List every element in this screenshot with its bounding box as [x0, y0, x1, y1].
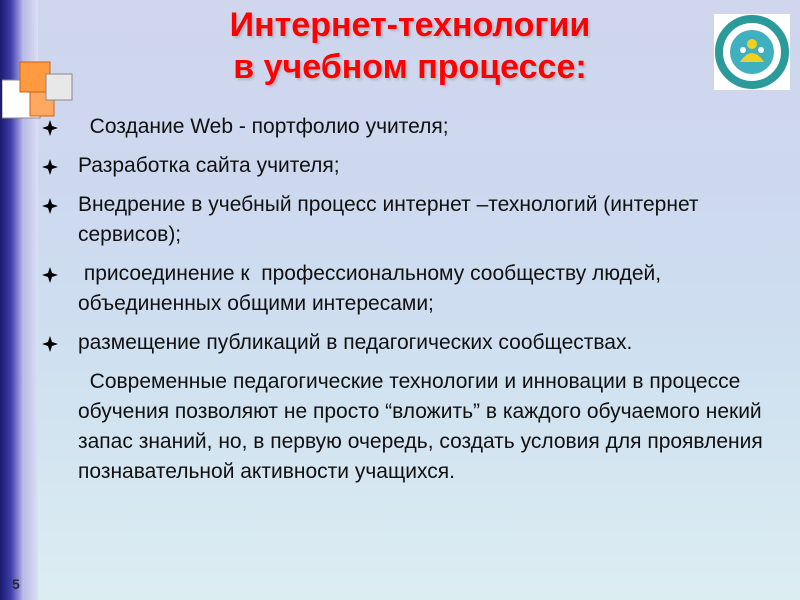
slide-content [42, 112, 782, 487]
bullet-item [42, 328, 782, 358]
diamond-bullet-icon [42, 198, 58, 214]
school-emblem-icon [714, 14, 790, 90]
title-line-1: Интернет-технологии [229, 6, 591, 44]
diamond-bullet-icon [42, 267, 58, 283]
bullet-text: Создание Web - портфолио учителя; [78, 115, 449, 138]
bullet-item [42, 151, 782, 181]
school-logo [714, 14, 790, 90]
diamond-bullet-icon [42, 336, 58, 352]
closing-paragraph: Современные педагогические технологии и инновации в процессе обучения позволяют не просто “вложить” в каждого обучаемого некий запас знаний, но, в первую очередь, создать условия для проявления познавательной активности учащихся. [78, 370, 769, 483]
diamond-bullet-icon [42, 120, 58, 136]
diamond-bullet-icon [42, 159, 58, 175]
bullet-item [42, 112, 782, 142]
slide-number: 5 [12, 576, 20, 592]
slide-title [150, 4, 670, 88]
title-line-2: в учебном процессе: [233, 48, 587, 86]
bullet-item [42, 190, 782, 250]
bullet-item [42, 259, 782, 319]
bullet-text: Разработка сайта учителя; [78, 154, 340, 177]
bullet-text: размещение публикаций в педагогических сообществах. [78, 331, 633, 354]
bullet-text: Внедрение в учебный процесс интернет –технологий (интернет сервисов); [78, 193, 705, 246]
bullet-text: присоединение к профессиональному сообществу людей, объединенных общими интересами; [78, 262, 667, 315]
